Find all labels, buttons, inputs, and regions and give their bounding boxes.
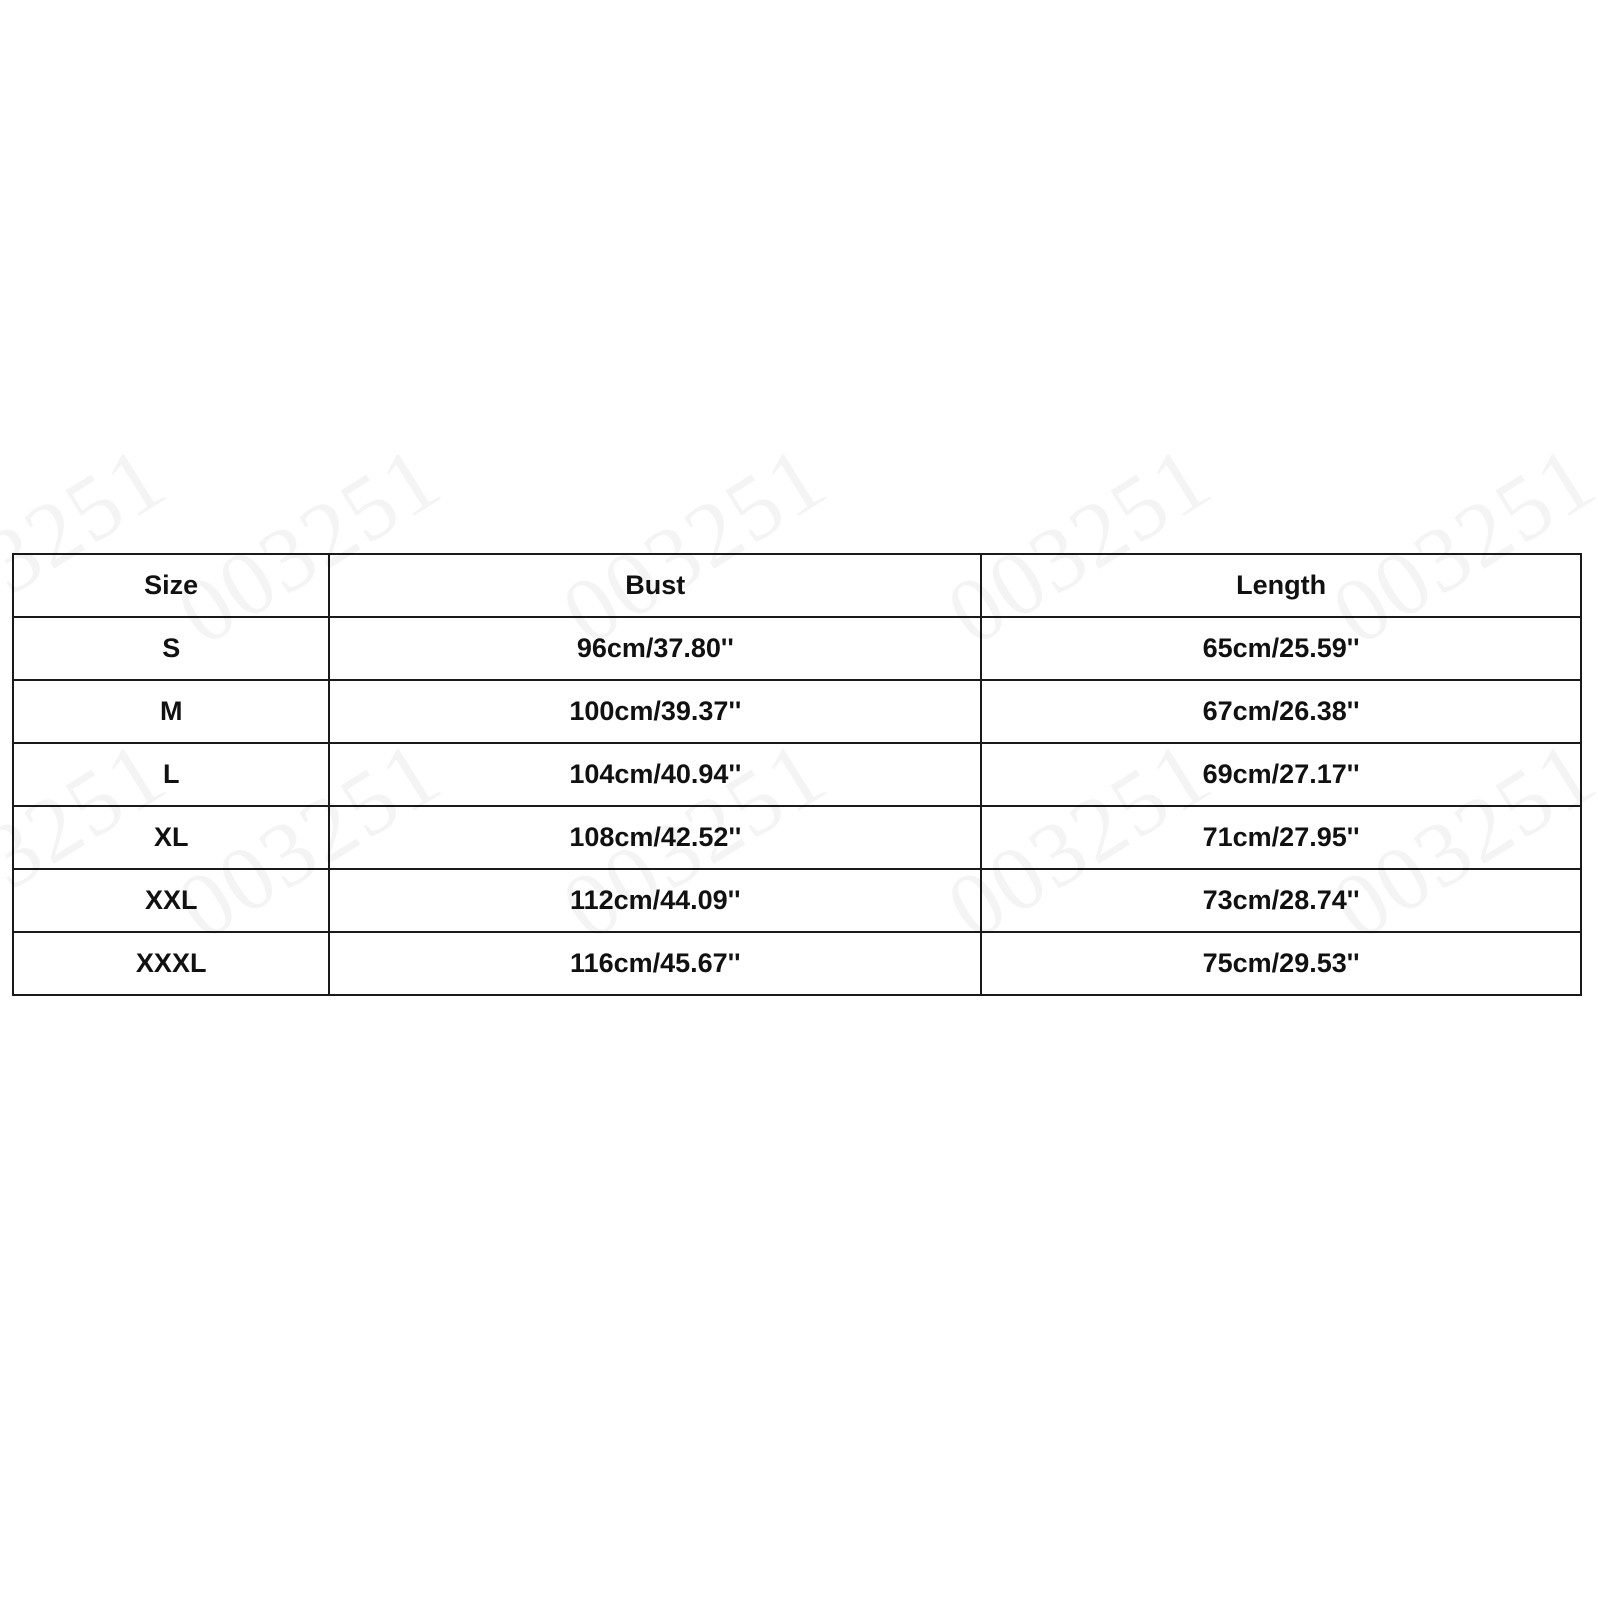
header-size: Size: [13, 554, 329, 617]
length-cell: 73cm/28.74'': [981, 869, 1581, 932]
table-header-row: [13, 554, 1581, 617]
size-cell: XXL: [13, 869, 329, 932]
bust-cell: 108cm/42.52'': [329, 806, 981, 869]
size-cell: XL: [13, 806, 329, 869]
bust-cell: 100cm/39.37'': [329, 680, 981, 743]
bust-cell: 104cm/40.94'': [329, 743, 981, 806]
length-cell: 65cm/25.59'': [981, 617, 1581, 680]
bust-cell: 112cm/44.09'': [329, 869, 981, 932]
table-row: [13, 743, 1581, 806]
size-cell: M: [13, 680, 329, 743]
length-cell: 69cm/27.17'': [981, 743, 1581, 806]
size-chart-table: [12, 553, 1582, 996]
size-cell: L: [13, 743, 329, 806]
bust-cell: 96cm/37.80'': [329, 617, 981, 680]
header-length: Length: [981, 554, 1581, 617]
length-cell: 67cm/26.38'': [981, 680, 1581, 743]
table-row: [13, 806, 1581, 869]
size-cell: S: [13, 617, 329, 680]
table-row: [13, 932, 1581, 995]
table-row: [13, 680, 1581, 743]
size-cell: XXXL: [13, 932, 329, 995]
bust-cell: 116cm/45.67'': [329, 932, 981, 995]
header-bust: Bust: [329, 554, 981, 617]
table-row: [13, 617, 1581, 680]
length-cell: 71cm/27.95'': [981, 806, 1581, 869]
length-cell: 75cm/29.53'': [981, 932, 1581, 995]
table-row: [13, 869, 1581, 932]
